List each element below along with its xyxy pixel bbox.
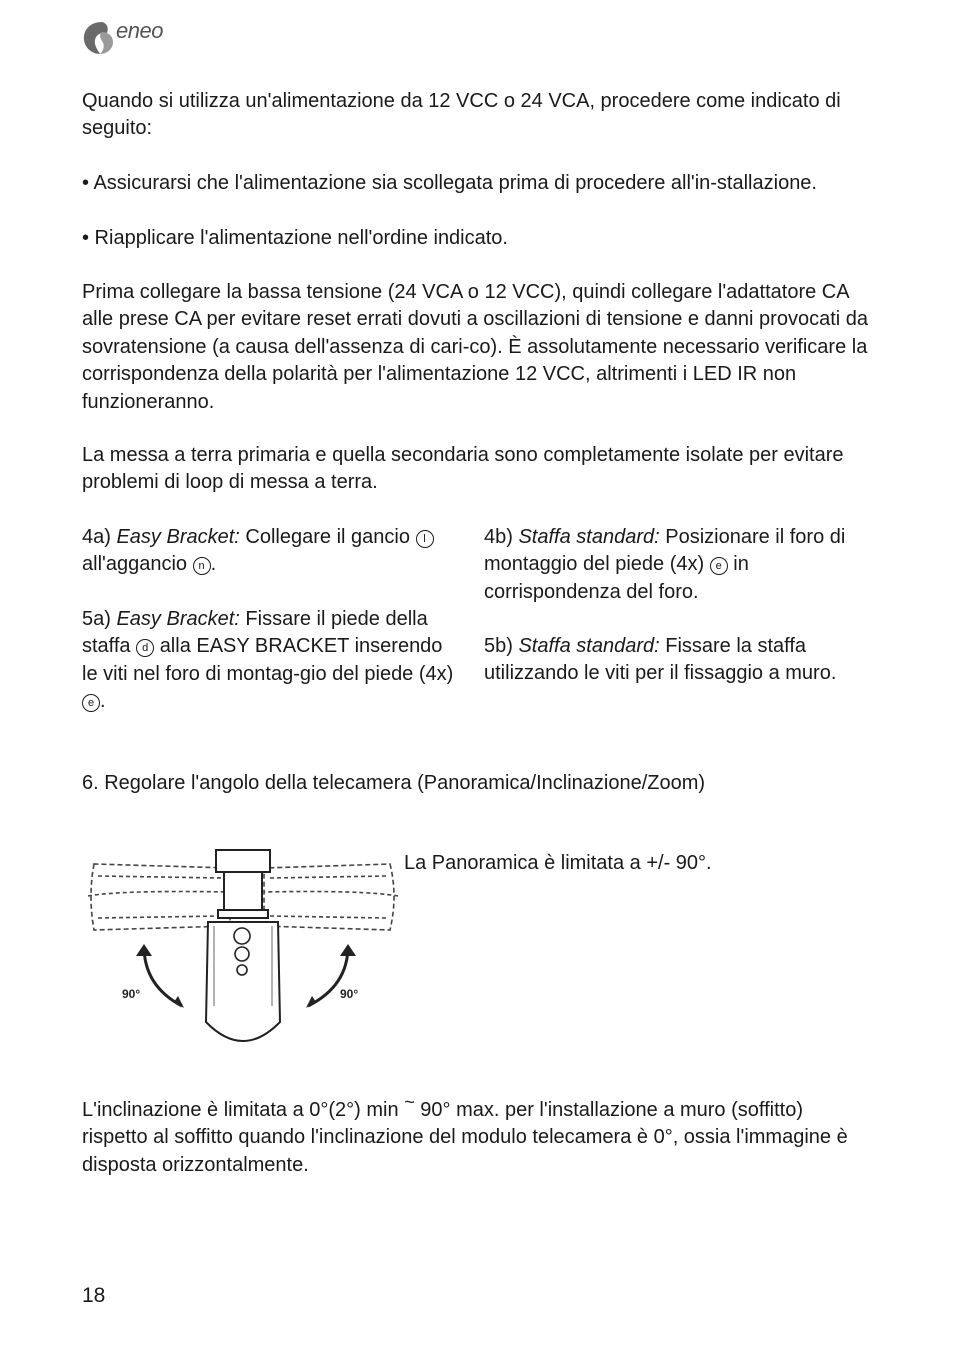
marker-e-icon: e (710, 557, 728, 575)
power-paragraph: Prima collegare la bassa tensione (24 VCA o 12 VCC), quindi collegare l'adattatore CA alle prese CA per evitare reset errati dovuti a oscillazioni di tensione e danni provocati da sovratensione (a causa dell'assenza di cari-co). È assolutamente necessario verificare la corrispondenza della polarità per l'alimentazione 12 VCC, altrimenti i LED IR non funzioneranno. (82, 281, 868, 413)
left-angle-label: 90° (122, 987, 141, 1001)
pan-caption: La Panoramica è limitata a +/- 90°. (404, 852, 712, 874)
step-4b: 4b) Staffa standard: Posizionare il foro di montaggio del piede (4x) e in corrispondenza del foro. (484, 526, 846, 603)
marker-n-icon: n (193, 557, 211, 575)
step-6: 6. Regolare l'angolo della telecamera (Panoramica/Inclinazione/Zoom) (82, 772, 706, 794)
bullet-item: • Assicurarsi che l'alimentazione sia scollegata prima di procedere all'in-stallazione. (82, 172, 817, 194)
step-4a: 4a) Easy Bracket: Collegare il gancio l all'aggancio n . (82, 524, 472, 579)
page-number: 18 (82, 1284, 106, 1307)
marker-e-icon: e (82, 694, 100, 712)
brand-wordmark: eneo (116, 18, 163, 43)
pan-range-illustration (82, 846, 402, 1058)
tilt-paragraph: L'inclinazione è limitata a 0°(2°) min ~ 90° max. per l'installazione a muro (soffitto) rispetto al soffitto quando l'inclinazione del modulo telecamera è 0°, ossia l'immagine è disposta orizzontalmente. (82, 1092, 848, 1176)
step-5a: 5a) Easy Bracket: Fissare il piede della staffa d alla EASY BRACKET inserendo le viti nel foro di montag-gio del piede (4x) e . (82, 608, 454, 713)
marker-d-icon: d (136, 639, 154, 657)
step-5b: 5b) Staffa standard: Fissare la staffa utilizzando le viti per il fissaggio a muro. (484, 635, 837, 685)
intro-paragraph: Quando si utilizza un'alimentazione da 12 VCC o 24 VCA, procedere come indicato di seguito: (82, 90, 841, 140)
ground-paragraph: La messa a terra primaria e quella secondaria sono completamente isolate per evitare problemi di loop di messa a terra. (82, 444, 844, 494)
marker-l-icon: l (416, 530, 434, 548)
right-angle-label: 90° (340, 987, 359, 1001)
bullet-item: • Riapplicare l'alimentazione nell'ordine indicato. (82, 227, 508, 249)
